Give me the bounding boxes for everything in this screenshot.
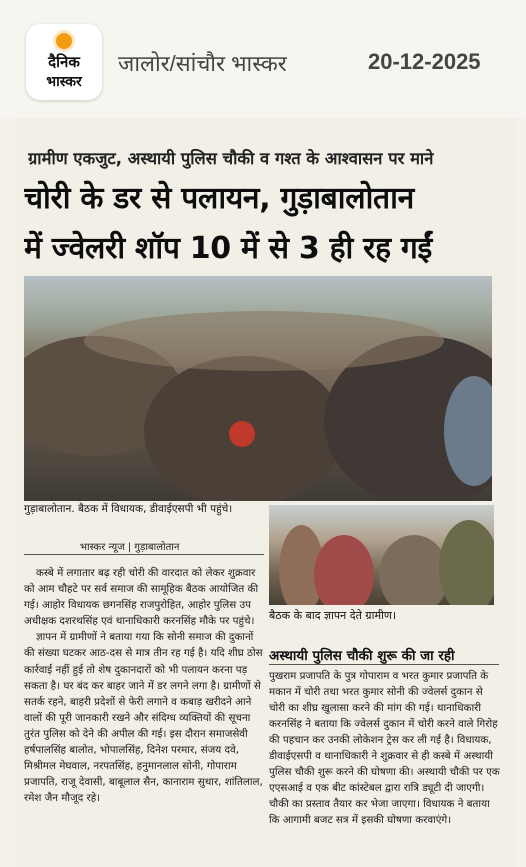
edition-name: जालोर/सांचौर भास्कर (118, 51, 287, 76)
sun-icon (56, 33, 72, 49)
headline-line2: में ज्वेलरी शॉप 10 में से 3 ही रह गईं (24, 231, 432, 266)
news-article (16, 118, 516, 867)
dainik-bhaskar-logo (26, 24, 102, 100)
body-left-column (24, 565, 264, 865)
article-kicker: ग्रामीण एकजुट, अस्थायी पुलिस चौकी व गश्त के आश्वासन पर माने (28, 149, 434, 168)
small-photo-caption: बैठक के बाद ज्ञापन देते ग्रामीण। (269, 609, 396, 622)
masthead (0, 0, 526, 118)
body-right-column: पुखराम प्रजापति के पुत्र गोपाराम व भरत कुमार प्रजापति के मकान में चोरी तथा भरत कुमार सोनी की ज्वेलर्स दुकान से चोरी का शीघ्र खुलासा करने की मांग की गई। थानाधिकारी करनसिंह ने बताया कि ज्वेलर्स दुकान में चोरी करने वाले गिरोह की पहचान कर उनकी लोकेशन ट्रेस कर ली गई है। विधायक, डीवाईएसपी व थानाधिकारी ने शुक्रवार से ही कस्बे में अस्थायी पुलिस चौकी शुरू करने की घोषणा की। अस्थायी चौकी पर एक एएसआई व एक बीट कांस्टेबल द्वारा रात्रि ड्यूटी दी जाएगी। चौकी का प्रस्ताव तैयार कर भेजा जाएगा। विधायक ने बताया कि आगामी बजट सत्र में इसकी घोषणा करवाएंगे। (269, 670, 500, 826)
byline: भास्कर न्यूज | गुड़ाबालोतान (80, 542, 180, 553)
subheading-divider (269, 664, 499, 665)
logo-line1: दैनिक (48, 53, 80, 71)
body-paragraph: ज्ञापन में ग्रामीणों ने बताया गया कि सोनी समाज की दुकानों की संख्या घटकर आठ-दस से मात्र तीन रह गई है। यदि शीघ्र ठोस कार्रवाई नहीं हुई तो शेष दुकानदारों को भी पलायन करना पड़ सकता है। घर बंद कर बाहर जाने में डर लगने लगा है। ग्रामीणों से सतर्क रहने, बाहरी प्रदेशों से फेरी लगाने व कबाड़ खरीदने आने वालों की पूरी जानकारी रखने और संदिग्ध व्यक्तियों की सूचना तुरंत पुलिस को देने की अपील की गई। इस दौरान समाजसेवी हर्षपालसिंह बालोत, भोपालसिंह, दिनेश परमार, संजय दवे, मिश्रीमल मेघवाल, नरपतसिंह, हनुमानलाल सोनी, गोपाराम प्रजापति, राजू देवासी, बाबूलाल सैन, कानाराम सुथार, शांतिलाल, रमेश जैन मौजूद रहे। (24, 631, 263, 805)
logo-line2: भास्कर (46, 74, 82, 90)
meeting-crowd-photo (24, 276, 492, 501)
subheading: अस्थायी पुलिस चौकी शुरू की जा रही (269, 648, 455, 664)
byline-divider (24, 554, 264, 555)
memorandum-photo (269, 505, 494, 605)
main-photo-caption: गुड़ाबालोतान. बैठक में विधायक, डीवाईएसपी भी पहुंचे। (24, 503, 233, 515)
issue-date: 20-12-2025 (368, 49, 481, 74)
body-paragraph: कस्बे में लगातार बढ़ रही चोरी की वारदात को लेकर शुक्रवार को आम चौहटे पर सर्व समाज की सामूहिक बैठक आयोजित की गई। आहोर विधायक छगनसिंह राजपुरोहित, आहोर पुलिस उप अधीक्षक दशरथसिंह एवं थानाधिकारी करनसिंह मौके पर पहुंचे। (24, 567, 259, 628)
headline-line1: चोरी के डर से पलायन, गुड़ाबालोतान (24, 181, 414, 216)
